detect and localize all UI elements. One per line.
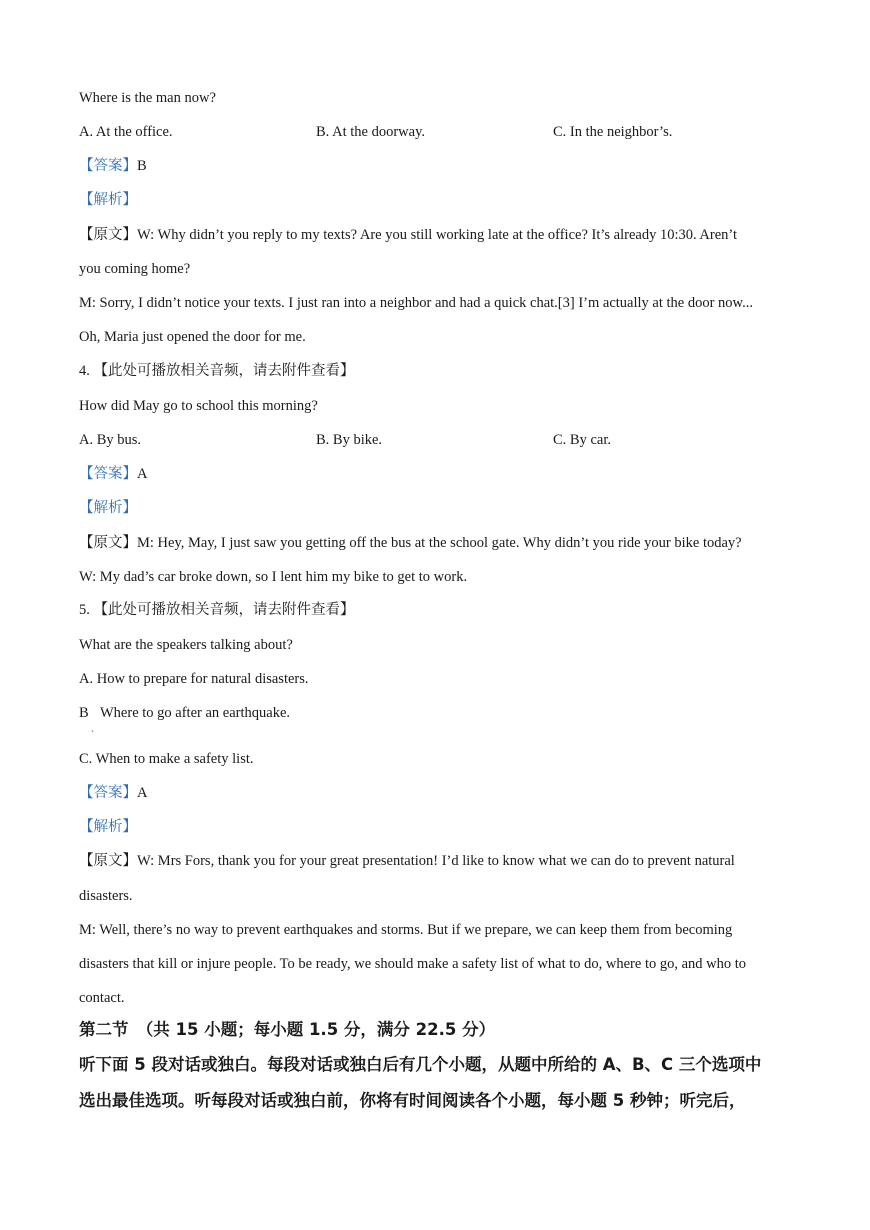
q5-option-b-text: Where to go after an earthquake. bbox=[100, 705, 291, 721]
transcript-text: M: Hey, May, I just saw you getting off the bus at the school gate. Why didn’t you ride your bike today? bbox=[137, 535, 742, 551]
q5-number: 5. bbox=[79, 602, 90, 618]
q3-transcript-line-1 bbox=[79, 226, 737, 244]
q3-question: Where is the man now? bbox=[79, 90, 216, 106]
q5-answer bbox=[79, 784, 147, 802]
q3-option-c: C. In the neighbor’s. bbox=[553, 124, 673, 140]
q5-transcript-line-1 bbox=[79, 852, 735, 870]
answer-value: B bbox=[137, 158, 147, 174]
q4-option-c: C. By car. bbox=[553, 432, 611, 448]
q5-transcript-line-2: disasters. bbox=[79, 888, 133, 904]
q5-option-b-mark: ˎ bbox=[91, 722, 94, 732]
answer-value: A bbox=[137, 466, 148, 482]
section2-instruction-line-1: 听下面 5 段对话或独白。每段对话或独白后有几个小题，从题中所给的 A、B、C 三个选项中 bbox=[79, 1055, 762, 1074]
answer-tag: 【答案】 bbox=[79, 785, 137, 801]
section2-instruction-line-2: 选出最佳选项。听每段对话或独白前，你将有时间阅读各个小题，每小题 5 秒钟；听完后， bbox=[79, 1091, 746, 1110]
transcript-text: W: Mrs Fors, thank you for your great presentation! I’d like to know what we can do to prevent natural bbox=[137, 853, 735, 869]
answer-tag: 【答案】 bbox=[79, 466, 137, 482]
q4-option-b: B. By bike. bbox=[316, 432, 383, 448]
q5-option-a: A. How to prepare for natural disasters. bbox=[79, 671, 309, 687]
q5-option-c: C. When to make a safety list. bbox=[79, 751, 254, 767]
q3-option-b: B. At the doorway. bbox=[316, 124, 426, 140]
q4-transcript-line-1 bbox=[79, 534, 742, 552]
q4-audio-note: 【此处可播放相关音频，请去附件查看】 bbox=[93, 363, 355, 379]
q5-option-b-letter: B bbox=[79, 705, 89, 721]
q4-analysis-tag: 【解析】 bbox=[79, 500, 137, 516]
q3-transcript-line-4: Oh, Maria just opened the door for me. bbox=[79, 329, 306, 345]
transcript-tag: 【原文】 bbox=[79, 227, 137, 243]
q5-analysis-tag: 【解析】 bbox=[79, 819, 137, 835]
answer-value: A bbox=[137, 785, 148, 801]
answer-tag: 【答案】 bbox=[79, 158, 137, 174]
transcript-text: W: Why didn’t you reply to my texts? Are you still working late at the office? It’s already 10:30. Aren’t bbox=[137, 227, 738, 243]
q5-transcript-line-4: disasters that kill or injure people. To be ready, we should make a safety list of what to do, where to go, and who to bbox=[79, 956, 747, 972]
q4-question: How did May go to school this morning? bbox=[79, 398, 318, 414]
section2-heading: 第二节 （共 15 小题；每小题 1.5 分，满分 22.5 分） bbox=[79, 1020, 496, 1039]
q3-answer bbox=[79, 157, 147, 175]
transcript-tag: 【原文】 bbox=[79, 535, 137, 551]
q4-answer bbox=[79, 465, 147, 483]
q5-question: What are the speakers talking about? bbox=[79, 637, 293, 653]
q5-transcript-line-5: contact. bbox=[79, 990, 125, 1006]
q3-analysis-tag: 【解析】 bbox=[79, 192, 137, 208]
q4-transcript-line-2: W: My dad’s car broke down, so I lent him my bike to get to work. bbox=[79, 569, 468, 585]
q3-option-a: A. At the office. bbox=[79, 124, 173, 140]
q4-option-a: A. By bus. bbox=[79, 432, 142, 448]
q5-audio-note: 【此处可播放相关音频，请去附件查看】 bbox=[93, 602, 355, 618]
q5-transcript-line-3: M: Well, there’s no way to prevent earthquakes and storms. But if we prepare, we can keep them from becoming bbox=[79, 922, 733, 938]
q5-heading bbox=[79, 601, 355, 619]
q3-transcript-line-2: you coming home? bbox=[79, 261, 191, 277]
q4-number: 4. bbox=[79, 363, 90, 379]
q3-transcript-line-3: M: Sorry, I didn’t notice your texts. I just ran into a neighbor and had a quick chat.[3] I’m actually at the door now... bbox=[79, 295, 753, 311]
transcript-tag: 【原文】 bbox=[79, 853, 137, 869]
q4-heading bbox=[79, 362, 355, 380]
